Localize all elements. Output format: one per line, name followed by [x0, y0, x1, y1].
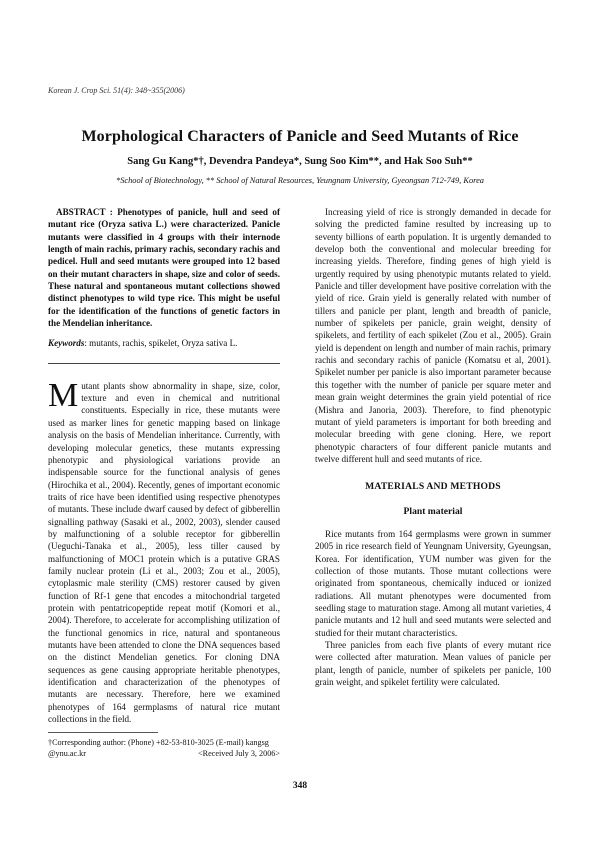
paper-title: Morphological Characters of Panicle and Seed Mutants of Rice [81, 128, 519, 145]
materials-paragraph-1: Rice mutants from 164 germplasms were grown in summer 2005 in rice research field of Yeungnam University, Gyeungsan, Korea. For identification, YUM number was given for the collection of those mutants. Those mutant collections were originated from spontaneous, chemically induced or ionized radiations. All mutant phenotypes were documented from seedling stage to maturation stage. Among all mutant varieties, 4 panicle mutants and 12 hull and seed mutants were selected and studied for their mutant characteristics. [315, 528, 551, 638]
materials-paragraph-2: Three panicles from each five plants of every mutant rice were collected after maturation. Mean values of panicle per plant, length of panicle, number of spikelets per panicle, 100 grain weight, and spikelet fertility were calculated. [315, 640, 551, 688]
section-heading-methods: MATERIALS AND METHODS [365, 481, 501, 493]
right-column [315, 206, 551, 688]
yield-paragraph: Increasing yield of rice is strongly demanded in decade for solving the predicted famine resulted by increasing up to seventy billions of earth population. It is urgently demanded to develop both the conventional and molecular breeding for increasing yields. Therefore, finding genes of high yield is urgently required by using phenotypic mutants related to yield. Panicle and tiller development have positive correlation with the yield of rice. Grain yield is generally related with number of tillers and panicle per plant, length and breadth of panicle, number of spikelets per panicle, grain weight, density of spikelets, and fertility of each spikelet (Zou et al., 2005). Grain yield is dependent on length and number of main rachis, primary rachis and secondary rachis of panicle (Komatsu et al, 2001). Spikelet number per panicle is also important parameter because this together with the number of panicle per square meter and mean grain weight determines the grain yield potential of rice (Mishra and Janoria, 2003). Therefore, to find phenotypic mutant of yield parameters is important for both breeding and molecular breeding with gene cloning. Here, we report phenotypic characters of four different panicle mutants and twelve different hull and seed mutants of rice. [315, 207, 551, 464]
abstract-divider [48, 363, 280, 364]
subsection-heading-plant-material: Plant material [403, 505, 463, 517]
left-column [48, 206, 280, 725]
intro-paragraph [48, 376, 280, 726]
author-affiliation: *School of Biotechnology, ** School of Natural Resources, Yeungnam University, Gyeongsan 712-749, Korea [116, 176, 484, 185]
corresponding-author-footnote [48, 737, 280, 759]
page-number: 348 [292, 781, 308, 791]
abstract-text: ABSTRACT : Phenotypes of panicle, hull and seed of mutant rice (Oryza sativa L.) were characterized. Panicle mutants were classified in 4 groups with their internode length of main rachis, primary rachis, secondary rachis and pedicel. Hull and seed mutants were grouped into 12 based on their mutant characters in shape, size and color of seeds. These natural and spontaneous mutant collections showed distinct phenotypes to wild type rice. This might be useful for the identification of the functions of genetic factors in the Mendelian inheritance. [48, 207, 280, 329]
drop-cap: M [48, 376, 79, 414]
footnote-divider [48, 732, 158, 733]
footnote-line-1: †Corresponding author: (Phone) +82-53-810-3025 (E-mail) kangsg [48, 738, 269, 747]
author-list: Sang Gu Kang*†, Devendra Pandeya*, Sung Soo Kim**, and Hak Soo Suh** [127, 156, 473, 167]
footnote-line-2 [48, 748, 280, 759]
intro-text: utant plants show abnormality in shape, size, color, texture and even in chemical and nutritional constituents. Especially in rice, these mutants were used as marker lines for genetic mapping based on linkage analysis on the basis of Mendelian inheritance. Currently, with developing molecular genetics, these mutants expressing phenotypic and physiological variations provide an indispensable source for the functional analysis of genes (Hirochika et al., 2004). Recently, genes of important economic traits of rice have been identified using respective phenotypes of mutants. These include dwarf caused by defect of gibberellin signalling pathway (Sasaki et al., 2002, 2003), slender caused by malfunctioning of a soluble receptor for gibberellin (Ueguchi-Tanaka et al., 2005), less tiller caused by malfunctioning of MOC1 protein which is a putative GRAS family nuclear protein (Li et al., 2003; Zou et al., 2005), cytoplasmic male sterility (CMS) restorer caused by given function of Rf-1 gene that encodes a mitochondrial targeted protein with pentatricopeptide repeat motif (Komori et al., 2004). Therefore, to accelerate for accomplishing utilization of the functional genomics in rice, natural and spontaneous mutants have been attended to clone the DNA sequences based on the distinct Mendelian genetics. For cloning DNA sequences as gene causing appropriate heritable phenotypes, identification and characterization of the phenotypes of mutants are necessary. Therefore, here we examined phenotypes of 164 germplasms of natural rice mutant collections in the field. [48, 380, 280, 725]
running-head: Korean J. Crop Sci. 51(4): 348~355(2006) [48, 86, 185, 95]
keywords-text: : mutants, rachis, spikelet, Oryza sativa L. [84, 338, 238, 349]
keywords-line [48, 337, 280, 349]
keywords-label: Keywords [48, 338, 85, 349]
received-date: <Received July 3, 2006> [198, 749, 280, 758]
footnote-email-domain: @ynu.ac.kr [48, 749, 87, 758]
